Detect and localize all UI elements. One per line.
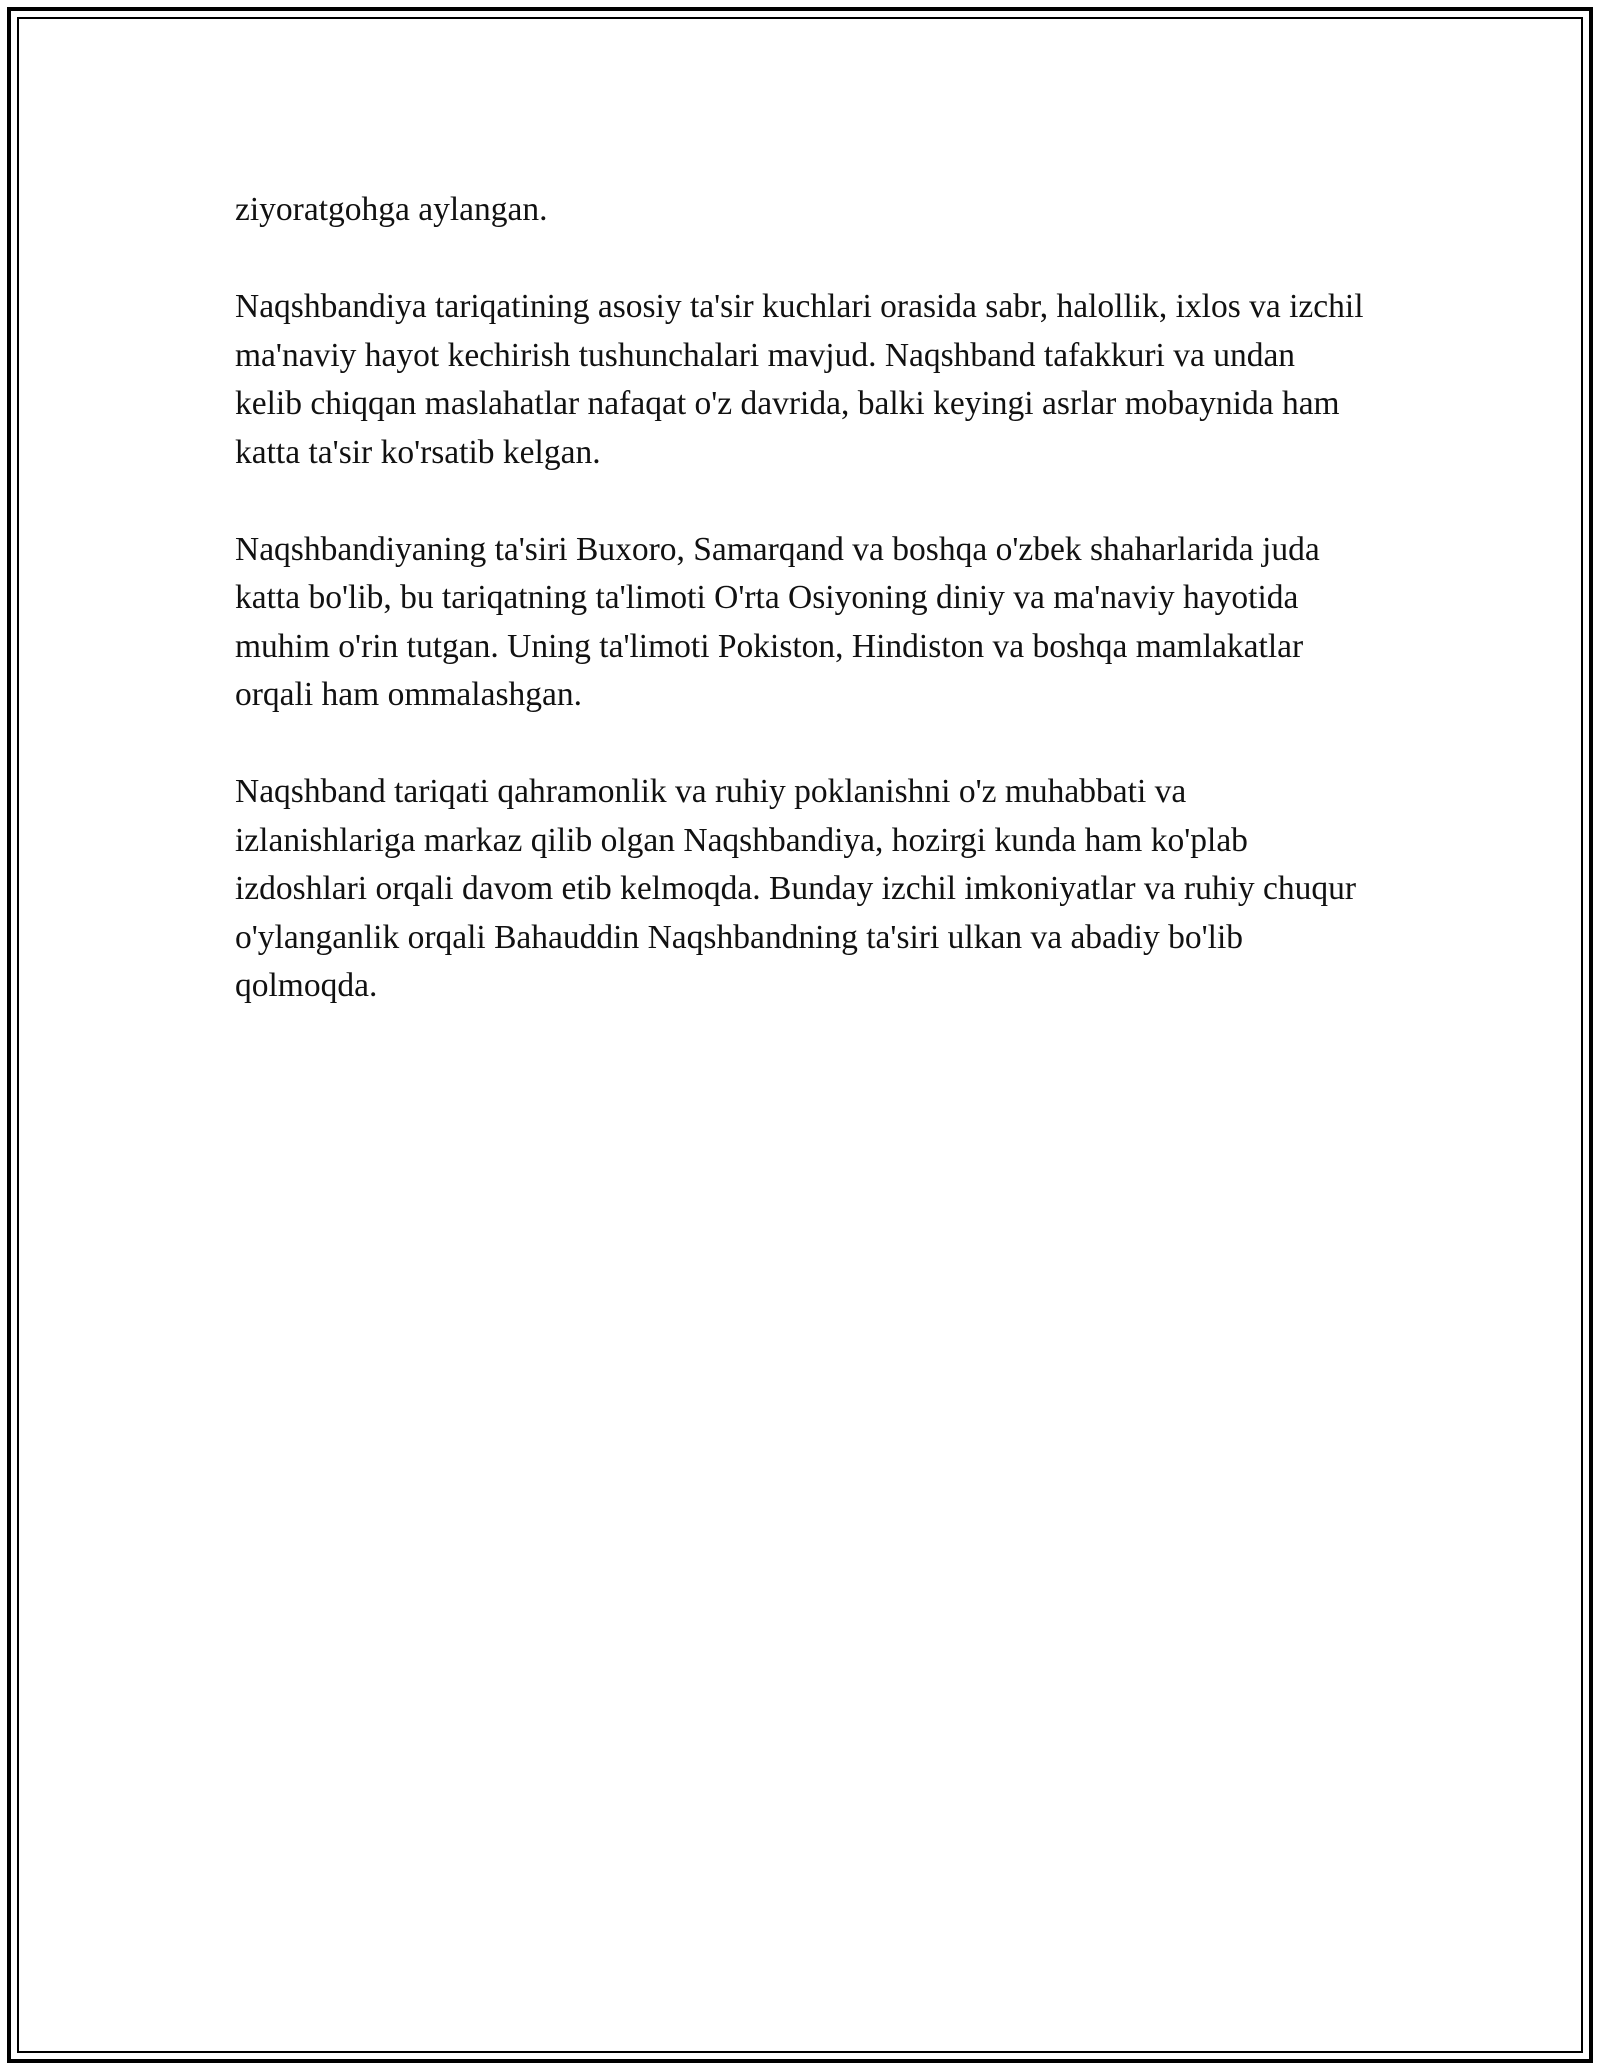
- paragraph-4: Naqshband tariqati qahramonlik va ruhiy poklanishni o'z muhabbati va izlanishlariga markaz qilib olgan Naqshbandiya, hozirgi kunda ham ko'plab izdoshlari orqali davom etib kelmoqda. Bunday izchil imkoniyatlar va ruhiy chuqur o'ylanganlik orqali Bahauddin Naqshbandning ta'siri ulkan va abadiy bo'lib qolmoqda.: [235, 773, 1357, 1004]
- paragraph-1: ziyoratgohga aylangan.: [235, 191, 548, 228]
- paragraph-2: Naqshbandiya tariqatining asosiy ta'sir kuchlari orasida sabr, halollik, ixlos va izchil ma'naviy hayot kechirish tushunchalari mavjud. Naqshband tafakkuri va undan kelib chiqqan maslahatlar nafaqat o'z davrida, balki keyingi asrlar mobaynida ham katta ta'sir ko'rsatib kelgan.: [235, 288, 1364, 471]
- document-body: [235, 186, 1365, 1059]
- paragraph-3: Naqshbandiyaning ta'siri Buxoro, Samarqand va boshqa o'zbek shaharlarida juda katta bo'lib, bu tariqatning ta'limoti O'rta Osiyoning diniy va ma'naviy hayotida muhim o'rin tutgan. Uning ta'limoti Pokiston, Hindiston va boshqa mamlakatlar orqali ham ommalashgan.: [235, 530, 1320, 713]
